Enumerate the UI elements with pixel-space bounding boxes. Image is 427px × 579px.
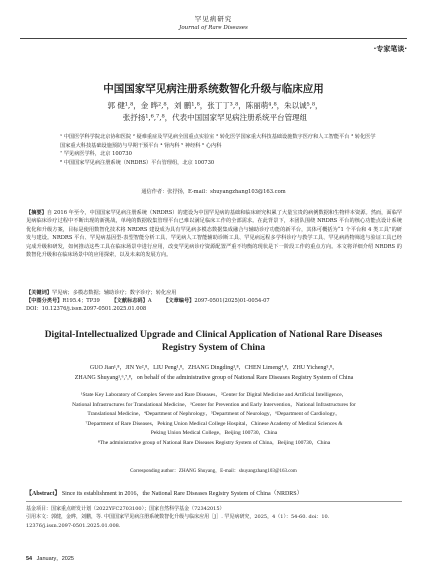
- authors-zh-line1: 郭 健¹,⁸，金 晔²,⁸，刘 鹏¹,⁸，张丁丁³,⁸，陈丽萌⁴,⁸，朱以诚⁵,⁸，: [107, 101, 323, 110]
- affiliation-en-5: Peking Union Medical College，Beijing 100730，China: [150, 430, 278, 437]
- article-title-zh: 中国国家罕见病注册系统数智化升级与临床应用: [103, 83, 324, 95]
- header-rule: [20, 38, 407, 39]
- abstract-zh: [26, 209, 402, 259]
- affiliation-en-6: ⁸The administrative group of National Rare Diseases Registry System of China，Beijing 100730，China: [97, 439, 331, 446]
- affiliation-zh-1: ¹ 中国医学科学院北京协和医院 ² 疑难重症及罕见病全国重点实验室 ³ 转化医学国家重大科技基础设施数字医疗和人工智能平台 ³ 转化医学国家重大科技基础设施预防与早期干预平台 ⁴ 肾内科 ⁵ 神经科 ⁶ 心内科: [60, 134, 376, 149]
- authors-zh: [60, 100, 370, 124]
- abstract-zh-label: 【摘要】: [26, 210, 47, 216]
- keywords-text: 罕见病；多模态数据；辅助诊疗；数字诊疗；转化应用: [51, 290, 177, 296]
- abstract-en-text: Since its establishment in 2016，the National Rare Diseases Registry System of China（NRDRS）: [61, 491, 303, 497]
- article-title-en: Digital-Intellectualized Upgrade and Clinical Application of National Rare Diseases Registry System of China: [44, 330, 383, 353]
- keywords-block: [26, 289, 402, 314]
- affiliation-en-2: National Infrastructures for Translational Medicine，³Center for Prevention and Early Intervention，National Infrastructures for: [72, 401, 356, 408]
- affiliation-zh-2: ⁷ 罕见病医学科，北京 100730: [60, 151, 132, 158]
- footnote-citation-1: 引用本文：郭健，金晔，刘鹏，等. 中国国家罕见病注册系统数智化升级与临床应用［J］. 罕见病研究，2025，4（1）：54-60. doi：10.: [26, 514, 330, 521]
- article-number-label: 【文章编号】: [163, 298, 195, 305]
- authors-en-line2: ZHANG Shuyang¹,⁶,⁷,⁸，on behalf of the administrative group of National Rare Diseases Registry System of China: [74, 375, 354, 381]
- doc-code-label: 【文献标志码】: [111, 298, 148, 305]
- corresponding-author-en: Corresponding author：ZHANG Shuyang，E-mail：shuyangzhang103@163.com: [130, 469, 297, 474]
- affiliation-en-3: Translational Medicine，⁴Department of Nephrology，⁵Department of Neurology，⁶Department of Cardiology，: [87, 411, 341, 418]
- authors-en-line1: GUO Jian¹,⁸，JIN Ye²,⁸，LIU Peng¹,⁸，ZHANG Dingding³,⁸，CHEN Limeng⁴,⁸，ZHU Yicheng⁵,⁸，: [89, 365, 339, 371]
- corresponding-author-zh: 通信作者：张抒扬，E-mail：shuyangzhang103@163.com: [141, 189, 286, 195]
- page-number: 54: [26, 556, 33, 562]
- issue-date: January，2025: [36, 556, 74, 562]
- footnote-funding: 基金项目：国家重点研发计划（2022YFC2703100）；国家自然科学基金（72342015）: [26, 506, 225, 512]
- abstract-zh-text: 自 2016 年至今，中国国家罕见病注册系统（NRDRS）的建设为中国罕见病的基础和临床研究积累了大量宝贵的病例数据和生物样本资源。然而，面临罕见病临床诊疗过程中不断出现的新挑战，单纯的数据收集管理平台已难以满足临床工作的全部需求。在此背景下，本团队围绕 NRDRS 平台的核心功能点设计系统优化和升级方案，目标是使用数智化技术将 NRDRS 建设成为具有罕见病多模态数据集成融合与辅助诊疗功能的新平台，其体可概括为“1 个平台和 4 类工具”的研发与建设。NRDRS 平台、罕见病基因型-表型智能分析工具、罕见病人工智能辅助诊断工具、罕见病远程多学科诊疗与教学工具、罕见病药物筛选与验证工具已经完成升级和研发，如何推动这些工具在临床场景中进行应用，改变罕见病诊疗资源配置严重不均衡的现状是下一阶段工作的重点方向。本文将详细介绍 NRDRS 的数智化升级和在临床场景中的应用探索，以及未来的发展方向。: [26, 210, 402, 259]
- article-number-value: 2097-0501(2025)01-0054-07: [194, 298, 270, 305]
- journal-name-en: Journal of Rare Diseases: [179, 25, 248, 31]
- authors-zh-line2: 张抒扬¹,⁶,⁷,⁸，代表中国国家罕见病注册系统平台管理组: [122, 113, 308, 122]
- page-footer: [26, 554, 74, 562]
- doi: DOI：10.12376/j.issn.2097-0501.2025.01.008: [26, 306, 147, 313]
- footnote-rule: [26, 501, 402, 502]
- affiliation-zh-3: ⁸ 中国国家罕见病注册系统（NRDRS）平台管理组，北京 100730: [60, 159, 215, 166]
- clc-label: 【中图分类号】: [26, 298, 63, 305]
- affiliation-en-4: ⁷Department of Rare Diseases，Peking Union Medical College Hospital，Chinese Academy of Medical Sciences &: [85, 420, 343, 427]
- doc-code-value: A: [147, 298, 152, 305]
- keywords-label: 【关键词】: [26, 290, 52, 296]
- abstract-en: [26, 488, 402, 497]
- clc-value: R195.4；TP39: [62, 298, 100, 305]
- column-label: ·专家笔谈·: [373, 45, 407, 53]
- authors-en: [26, 363, 402, 383]
- running-header: [0, 14, 427, 31]
- footnotes: [26, 505, 402, 530]
- affiliation-en-1: ¹State Key Laboratory of Complex Severe and Rare Diseases，²Center for Digital Medicine and Artificial Intelligence，: [80, 392, 348, 398]
- abstract-en-label: 【Abstract】: [26, 491, 61, 497]
- footnote-citation-2: 12376/j.issn.2097-0501.2025.01.008.: [26, 522, 121, 529]
- journal-name-zh: 罕见病研究: [194, 15, 233, 23]
- affiliations-zh: [60, 133, 380, 167]
- affiliations-en: [26, 391, 402, 449]
